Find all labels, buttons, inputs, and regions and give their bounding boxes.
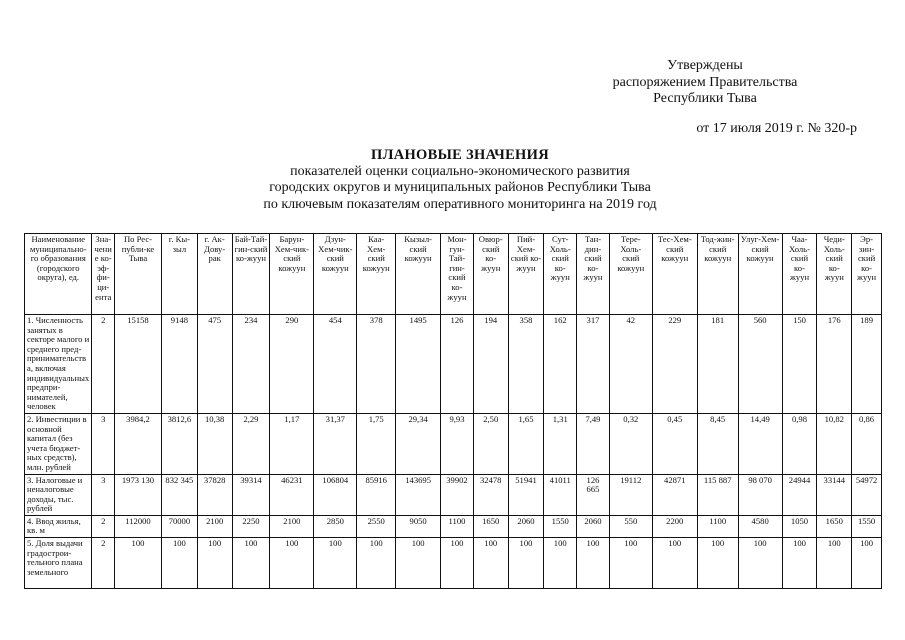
value-cell: 112000 bbox=[114, 515, 161, 537]
value-cell: 8,45 bbox=[697, 413, 738, 474]
value-cell: 1650 bbox=[473, 515, 508, 537]
value-cell: 42 bbox=[609, 315, 652, 414]
column-header: Чеди-Холь-ский ко-жуун bbox=[817, 234, 852, 315]
indicator-name-cell: 3. Налоговые и неналоговые доходы, тыс. рублей bbox=[25, 474, 92, 515]
table-row bbox=[25, 515, 882, 537]
value-cell: 98 070 bbox=[738, 474, 782, 515]
value-cell: 150 bbox=[782, 315, 817, 414]
value-cell: 29,34 bbox=[396, 413, 441, 474]
value-cell: 24944 bbox=[782, 474, 817, 515]
value-cell: 234 bbox=[232, 315, 270, 414]
value-cell: 2200 bbox=[652, 515, 697, 537]
value-cell: 85916 bbox=[357, 474, 396, 515]
value-cell: 2250 bbox=[232, 515, 270, 537]
value-cell: 2100 bbox=[197, 515, 232, 537]
value-cell: 100 bbox=[162, 538, 198, 589]
approval-line-1: Утверждены bbox=[667, 58, 743, 73]
value-cell: 2,29 bbox=[232, 413, 270, 474]
indicator-name-cell: 4. Ввод жилья, кв. м bbox=[25, 515, 92, 537]
value-cell: 100 bbox=[357, 538, 396, 589]
value-cell: 39902 bbox=[441, 474, 474, 515]
value-cell: 378 bbox=[357, 315, 396, 414]
value-cell: 14,49 bbox=[738, 413, 782, 474]
value-cell: 10,82 bbox=[817, 413, 852, 474]
indicator-name-cell: 5. Доля выдачи градострои-тельного плана земельного bbox=[25, 538, 92, 589]
value-cell: 1973 130 bbox=[114, 474, 161, 515]
column-header: Кызыл-ский кожуун bbox=[396, 234, 441, 315]
approval-line-2: распоряжением Правительства bbox=[612, 74, 798, 90]
value-cell: 115 887 bbox=[697, 474, 738, 515]
value-cell: 2850 bbox=[314, 515, 357, 537]
value-cell: 2 bbox=[92, 315, 114, 414]
value-cell: 9050 bbox=[396, 515, 441, 537]
value-cell: 1,31 bbox=[544, 413, 577, 474]
value-cell: 475 bbox=[197, 315, 232, 414]
value-cell: 54972 bbox=[852, 474, 882, 515]
value-cell: 832 345 bbox=[162, 474, 198, 515]
value-cell: 1650 bbox=[817, 515, 852, 537]
value-cell: 0,98 bbox=[782, 413, 817, 474]
value-cell: 162 bbox=[544, 315, 577, 414]
value-cell: 454 bbox=[314, 315, 357, 414]
value-cell: 3812,6 bbox=[162, 413, 198, 474]
value-cell: 19112 bbox=[609, 474, 652, 515]
table-header-row bbox=[25, 234, 882, 315]
value-cell: 1050 bbox=[782, 515, 817, 537]
approval-line-3: Республики Тыва bbox=[653, 91, 757, 106]
value-cell: 42871 bbox=[652, 474, 697, 515]
value-cell: 189 bbox=[852, 315, 882, 414]
title-line-2: показателей оценки социально-экономического развития bbox=[290, 163, 630, 179]
column-header: Тес-Хем-ский кожуун bbox=[652, 234, 697, 315]
value-cell: 2550 bbox=[357, 515, 396, 537]
column-header: Зна-чение ко-эф-фи-ци-ента bbox=[92, 234, 114, 315]
value-cell: 2,50 bbox=[473, 413, 508, 474]
value-cell: 100 bbox=[817, 538, 852, 589]
value-cell: 0,86 bbox=[852, 413, 882, 474]
value-cell: 1,65 bbox=[508, 413, 544, 474]
value-cell: 100 bbox=[270, 538, 314, 589]
value-cell: 1,75 bbox=[357, 413, 396, 474]
title-line-3: городских округов и муниципальных районов Республики Тыва bbox=[269, 180, 651, 195]
value-cell: 100 bbox=[396, 538, 441, 589]
value-cell: 317 bbox=[577, 315, 610, 414]
column-header: г. Ак-Дову-рак bbox=[197, 234, 232, 315]
value-cell: 0,45 bbox=[652, 413, 697, 474]
column-header: Каа-Хем-ский кожуун bbox=[357, 234, 396, 315]
value-cell: 100 bbox=[508, 538, 544, 589]
value-cell: 100 bbox=[197, 538, 232, 589]
value-cell: 3 bbox=[92, 413, 114, 474]
value-cell: 100 bbox=[782, 538, 817, 589]
column-header: Улуг-Хем-ский кожуун bbox=[738, 234, 782, 315]
value-cell: 1550 bbox=[852, 515, 882, 537]
column-header: По Рес-публи-ке Тыва bbox=[114, 234, 161, 315]
column-header: Пий-Хем-ский ко-жуун bbox=[508, 234, 544, 315]
column-header: Барун-Хем-чик-ский кожуун bbox=[270, 234, 314, 315]
column-header: Тод-жин-ский кожуун bbox=[697, 234, 738, 315]
value-cell: 100 bbox=[114, 538, 161, 589]
value-cell: 41011 bbox=[544, 474, 577, 515]
value-cell: 176 bbox=[817, 315, 852, 414]
approval-block bbox=[575, 58, 835, 108]
value-cell: 33144 bbox=[817, 474, 852, 515]
value-cell: 100 bbox=[441, 538, 474, 589]
value-cell: 126 665 bbox=[577, 474, 610, 515]
value-cell: 100 bbox=[314, 538, 357, 589]
value-cell: 100 bbox=[577, 538, 610, 589]
value-cell: 1100 bbox=[441, 515, 474, 537]
indicators-table bbox=[24, 233, 882, 589]
value-cell: 15158 bbox=[114, 315, 161, 414]
value-cell: 358 bbox=[508, 315, 544, 414]
value-cell: 70000 bbox=[162, 515, 198, 537]
value-cell: 126 bbox=[441, 315, 474, 414]
value-cell: 46231 bbox=[270, 474, 314, 515]
value-cell: 100 bbox=[652, 538, 697, 589]
value-cell: 4580 bbox=[738, 515, 782, 537]
value-cell: 10,38 bbox=[197, 413, 232, 474]
value-cell: 290 bbox=[270, 315, 314, 414]
value-cell: 1550 bbox=[544, 515, 577, 537]
value-cell: 100 bbox=[852, 538, 882, 589]
value-cell: 100 bbox=[609, 538, 652, 589]
value-cell: 9148 bbox=[162, 315, 198, 414]
value-cell: 100 bbox=[544, 538, 577, 589]
indicator-name-cell: 2. Инвестиции в основной капитал (без учета бюджет-ных средств), млн. рублей bbox=[25, 413, 92, 474]
table-row bbox=[25, 315, 882, 414]
column-header: Наименование муниципально-го образования (городского округа), ед. bbox=[25, 234, 92, 315]
value-cell: 37828 bbox=[197, 474, 232, 515]
value-cell: 2060 bbox=[577, 515, 610, 537]
column-header: Тан-дин-ский ко-жуун bbox=[577, 234, 610, 315]
column-header: г. Кы-зыл bbox=[162, 234, 198, 315]
value-cell: 100 bbox=[232, 538, 270, 589]
value-cell: 7,49 bbox=[577, 413, 610, 474]
value-cell: 106804 bbox=[314, 474, 357, 515]
table-row bbox=[25, 538, 882, 589]
table-row bbox=[25, 474, 882, 515]
column-header: Эр-зин-ский ко-жуун bbox=[852, 234, 882, 315]
value-cell: 550 bbox=[609, 515, 652, 537]
value-cell: 181 bbox=[697, 315, 738, 414]
value-cell: 2060 bbox=[508, 515, 544, 537]
value-cell: 39314 bbox=[232, 474, 270, 515]
value-cell: 1100 bbox=[697, 515, 738, 537]
value-cell: 100 bbox=[697, 538, 738, 589]
column-header: Тере-Холь-ский кожуун bbox=[609, 234, 652, 315]
value-cell: 229 bbox=[652, 315, 697, 414]
value-cell: 3984,2 bbox=[114, 413, 161, 474]
value-cell: 2 bbox=[92, 538, 114, 589]
column-header: Сут-Холь-ский ко-жуун bbox=[544, 234, 577, 315]
value-cell: 32478 bbox=[473, 474, 508, 515]
value-cell: 51941 bbox=[508, 474, 544, 515]
value-cell: 560 bbox=[738, 315, 782, 414]
title-line-4: по ключевым показателям оперативного мониторинга на 2019 год bbox=[263, 196, 657, 212]
column-header: Бай-Тай-гин-ский ко-жуун bbox=[232, 234, 270, 315]
value-cell: 2 bbox=[92, 515, 114, 537]
column-header: Чаа-Холь-ский ко-жуун bbox=[782, 234, 817, 315]
value-cell: 31,37 bbox=[314, 413, 357, 474]
value-cell: 143695 bbox=[396, 474, 441, 515]
value-cell: 9,93 bbox=[441, 413, 474, 474]
indicators-table-wrapper bbox=[24, 233, 882, 629]
value-cell: 100 bbox=[738, 538, 782, 589]
title-main: ПЛАНОВЫЕ ЗНАЧЕНИЯ bbox=[371, 147, 549, 163]
value-cell: 2100 bbox=[270, 515, 314, 537]
value-cell: 3 bbox=[92, 474, 114, 515]
value-cell: 0,32 bbox=[609, 413, 652, 474]
value-cell: 100 bbox=[473, 538, 508, 589]
document-title bbox=[160, 147, 760, 213]
indicator-name-cell: 1. Численность занятых в секторе малого и среднего пред-принимательства, включая индивидуальных предпри-нимателей, человек bbox=[25, 315, 92, 414]
value-cell: 1,17 bbox=[270, 413, 314, 474]
table-row bbox=[25, 413, 882, 474]
value-cell: 1495 bbox=[396, 315, 441, 414]
value-cell: 194 bbox=[473, 315, 508, 414]
column-header: Дзун-Хем-чик-ский кожуун bbox=[314, 234, 357, 315]
order-date: от 17 июля 2019 г. № 320-р bbox=[696, 121, 857, 136]
column-header: Овюр-ский ко-жуун bbox=[473, 234, 508, 315]
column-header: Мон-гун-Тай-гин-ский ко-жуун bbox=[441, 234, 474, 315]
